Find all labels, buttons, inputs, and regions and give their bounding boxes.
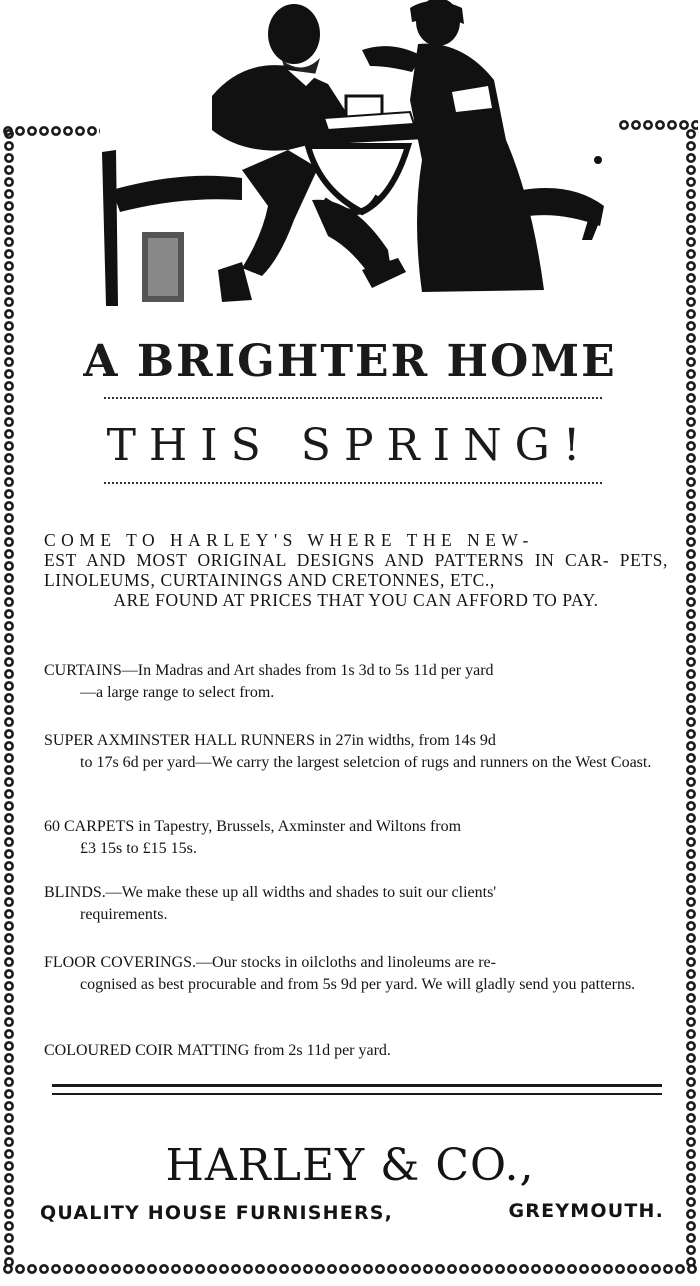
intro-paragraph bbox=[44, 530, 668, 610]
dotted-divider bbox=[104, 482, 602, 484]
bottom-border-ornament bbox=[2, 1262, 698, 1276]
intro-line: EST AND MOST ORIGINAL DESIGNS AND PATTERNS IN CAR- bbox=[44, 550, 610, 570]
item-first-line: 60 CARPETS in Tapestry, Brussels, Axminster and Wiltons from bbox=[44, 818, 462, 835]
item-first-line: SUPER AXMINSTER HALL RUNNERS in 27in widths, from 14s 9d bbox=[44, 732, 496, 749]
item-first-line: FLOOR COVERINGS.—Our stocks in oilcloths and linoleums are re- bbox=[44, 954, 496, 971]
intro-line: ARE FOUND AT PRICES THAT YOU CAN AFFORD TO PAY. bbox=[113, 590, 599, 610]
couple-at-table-illustration bbox=[92, 0, 612, 308]
item-blinds bbox=[44, 882, 668, 926]
item-curtains bbox=[44, 660, 668, 704]
item-coir-matting bbox=[44, 1040, 668, 1062]
intro-line: COME TO HARLEY'S WHERE THE NEW- bbox=[44, 530, 534, 550]
left-border-ornament bbox=[2, 128, 16, 1266]
dotted-divider bbox=[104, 397, 602, 399]
item-continuation: requirements. bbox=[80, 906, 168, 923]
headline-this-spring: THIS SPRING! bbox=[106, 420, 594, 471]
firm-name: HARLEY & CO., bbox=[165, 1140, 535, 1191]
double-rule-top bbox=[52, 1084, 662, 1087]
item-first-line: CURTAINS—In Madras and Art shades from 1s 3d to 5s 11d per yard bbox=[44, 662, 494, 679]
item-continuation: cognised as best procurable and from 5s 9d per yard. We will gladly send you patterns. bbox=[80, 976, 636, 993]
item-floor-coverings bbox=[44, 952, 668, 996]
item-first-line: COLOURED COIR MATTING from 2s 11d per yard. bbox=[44, 1042, 391, 1059]
item-continuation: £3 15s to £15 15s. bbox=[80, 840, 197, 857]
item-first-line: BLINDS.—We make these up all widths and shades to suit our clients' bbox=[44, 884, 497, 901]
item-continuation: —a large range to select from. bbox=[80, 684, 275, 701]
intro-line: PETS, LINOLEUMS, CURTAININGS AND CRETONNES, ETC., bbox=[44, 550, 668, 590]
firm-tagline: QUALITY HOUSE FURNISHERS, bbox=[40, 1202, 394, 1224]
item-hall-runners bbox=[44, 730, 668, 774]
item-carpets bbox=[44, 816, 668, 860]
top-left-border-ornament bbox=[2, 124, 100, 138]
double-rule-bottom bbox=[52, 1093, 662, 1095]
firm-town: GREYMOUTH. bbox=[508, 1200, 664, 1222]
top-right-border-ornament bbox=[618, 118, 698, 132]
right-border-ornament bbox=[684, 128, 698, 1266]
headline-brighter-home: A BRIGHTER HOME bbox=[83, 336, 617, 387]
item-continuation: to 17s 6d per yard—We carry the largest seletcion of rugs and runners on the West Coast. bbox=[80, 754, 652, 771]
